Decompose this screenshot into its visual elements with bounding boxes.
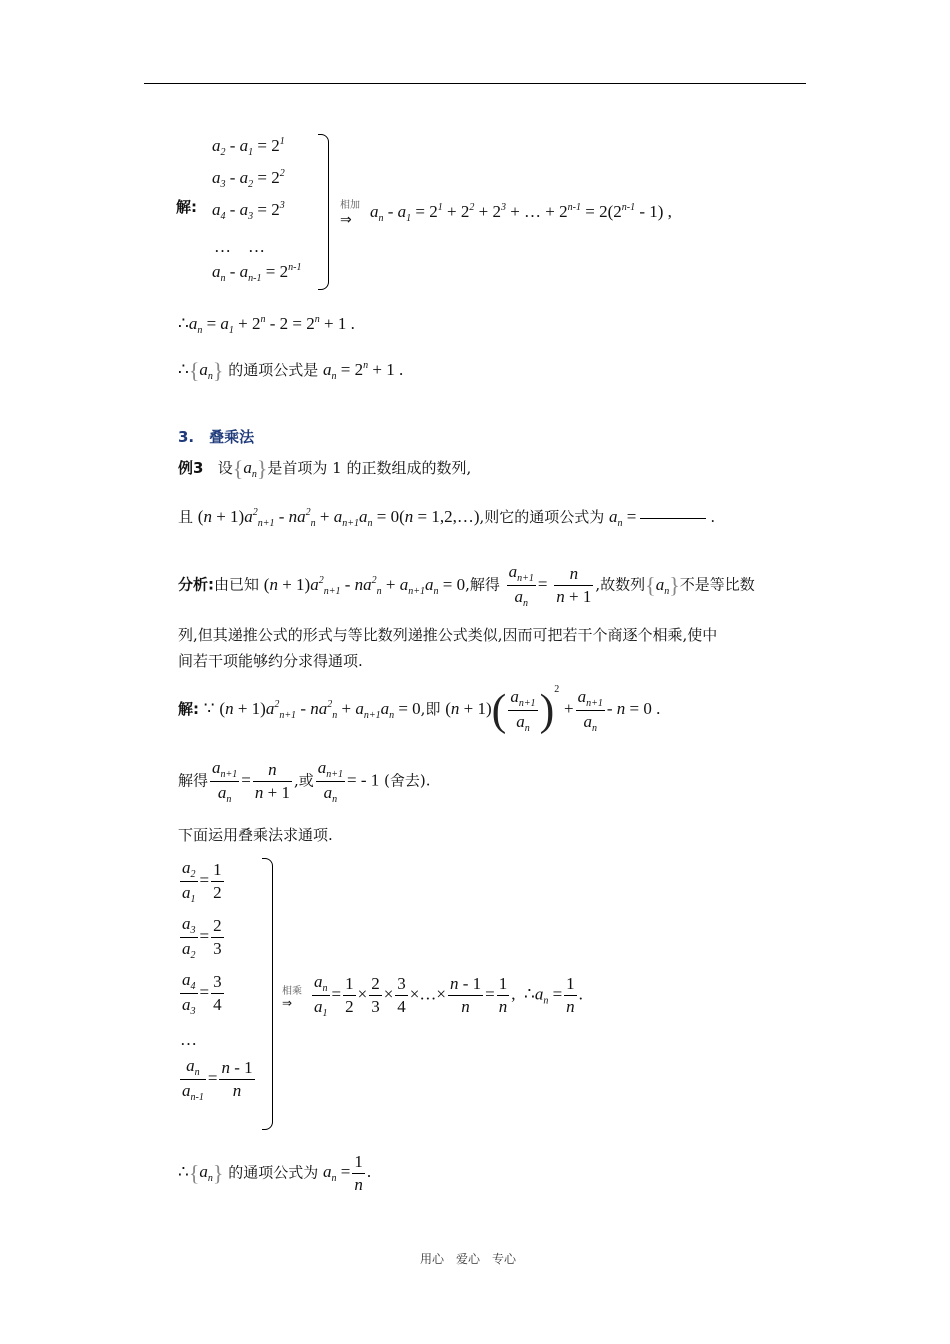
answer-blank: [640, 518, 706, 519]
label-multiply: 相乘: [282, 986, 302, 997]
analysis-line-2: 列,但其递推公式的形式与等比数列递推公式类似,因而可把若干个商逐个相乘,使中: [178, 626, 718, 644]
right-brace-2: [262, 858, 273, 1130]
eq-a3-a2: $a_3 - a_2 = 2^2$: [212, 168, 285, 190]
page-footer: 用心 爱心 专心: [420, 1252, 517, 1266]
eq-ellipsis-row: … …: [214, 237, 265, 256]
solution-2-line: 解: ∵ $(n + 1)a^2_{n+1} - na^2_n + a_{n+1}a_n = 0$,即 (n + 1)( $\frac{a_{n+1}}{a_n}$ )$^2$ + $\frac{a_{n+1}}{a_n}$ - n = 0 .: [178, 684, 661, 735]
ratio-an-an1: $\frac{a_n}{a_{n-1}}$ = $\frac{n - 1}{n}$: [182, 1056, 253, 1103]
ratio-ellipsis: …: [180, 1030, 197, 1049]
eq-sum-result: $a_n - a_1 = 2^1 + 2^2 + 2^3$ + … + $2^{n-1} = 2(2^{n-1} - 1)$ ,: [370, 202, 672, 224]
method-intro: 下面运用叠乘法求通项.: [178, 826, 333, 844]
label-solution-1: 解:: [176, 198, 197, 216]
example-3-question: 例3 设$\{a_n\}$是首项为 1 的正数组成的数列,: [178, 456, 472, 481]
product-result: $\frac{a_n}{a_1}$ = $\frac{1}{2}$ × $\frac{2}{3}$ × $\frac{3}{4}$ ×…× $\frac{n - 1}{n}$ = $\frac{1}{n}$ , $\therefore a_n$ = $\frac{1}{n}$ .: [314, 972, 583, 1019]
analysis-line-1: 分析:由已知 $(n + 1)a^2_{n+1} - na^2_n + a_{n+1}a_n = 0$,解得 $\frac{a_{n+1}}{a_n}$ = $\frac{n}{n + 1}$ ,故数列$\{a_n\}$不是等比数: [178, 562, 755, 609]
ratio-a4-a3: $\frac{a_4}{a_3}$ = $\frac{3}{4}$: [182, 970, 222, 1017]
header-rule: [144, 83, 806, 84]
eq-an-an1: $a_n - a_{n-1} = 2^{n-1}$: [212, 262, 302, 284]
eq-a2-a1: $a_2 - a_1 = 2^1$: [212, 136, 285, 158]
ratio-a3-a2: $\frac{a_3}{a_2}$ = $\frac{2}{3}$: [182, 914, 222, 961]
right-brace-1: [318, 134, 329, 290]
solve-ratio-line: 解得 $\frac{a_{n+1}}{a_n}$ = $\frac{n}{n + 1}$ ,或 $\frac{a_{n+1}}{a_n}$ = - 1 (舍去).: [178, 758, 431, 805]
general-term-final: $\therefore\{a_n\}$ 的通项公式为 $a_n$ = $\frac{1}{n}$ .: [178, 1152, 372, 1194]
general-term-1: $\therefore\{a_n\}$ 的通项公式是 $a_n = 2^n + 1$ .: [178, 358, 404, 383]
label-add: 相加: [340, 200, 360, 211]
eq-therefore-an: $\therefore a_n = a_1 + 2^n - 2 = 2^n + 1$ .: [178, 314, 355, 336]
implies-arrow-2: ⇒: [282, 996, 293, 1010]
analysis-line-3: 间若干项能够约分求得通项.: [178, 652, 363, 670]
example-3-condition: 且 $(n + 1)a^2_{n+1} - na^2_n + a_{n+1}a_n = 0(n$ = 1,2,…),则它的通项公式为 $a_n$ = .: [178, 507, 716, 529]
section-heading-3: 3. 叠乘法: [178, 428, 255, 446]
implies-arrow-1: ⇒: [340, 213, 352, 228]
ratio-a2-a1: $\frac{a_2}{a_1}$ = $\frac{1}{2}$: [182, 858, 222, 905]
eq-a4-a3: $a_4 - a_3 = 2^3$: [212, 200, 285, 222]
